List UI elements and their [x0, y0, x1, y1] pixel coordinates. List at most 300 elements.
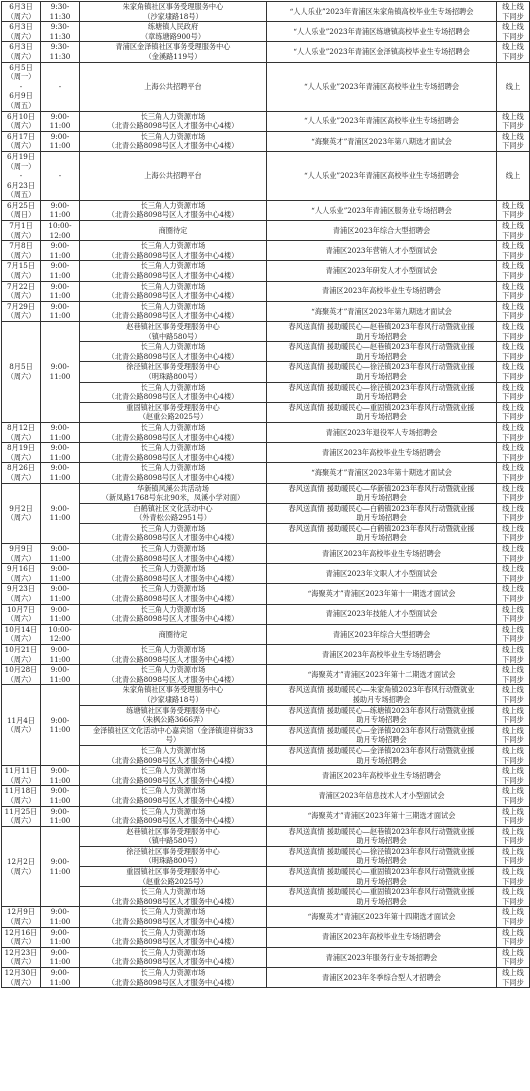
- cell-text-line: 9月9日: [9, 544, 33, 554]
- cell-text-line: （北青公路8098号区人才服务中心4楼）: [107, 533, 239, 543]
- table-row: [2, 322, 530, 342]
- cell-text-line: （沙家埭路18号）: [143, 11, 203, 21]
- table-row: [2, 947, 530, 967]
- cell-text-line: 11:00: [49, 291, 71, 301]
- cell-text-line: 11:30: [49, 31, 71, 41]
- cell-text-line: 青浦区2023年高校毕业生专场招聘会: [322, 649, 441, 659]
- cell-text-line: -: [19, 171, 23, 181]
- date-cell: [2, 62, 41, 111]
- venue-cell: [80, 907, 267, 927]
- venue-cell: [80, 887, 267, 907]
- cell-text-line: （北青公路8098号区人才服务中心4楼）: [107, 452, 239, 462]
- cell-text-line: 11:00: [49, 553, 71, 563]
- cell-text-line: 青浦区2023年高校毕业生专场招聘会: [322, 932, 441, 942]
- venue-cell: [80, 342, 267, 362]
- activity-cell: [267, 382, 497, 402]
- cell-text-line: 春风送真情 援助暖民心—金泽镇2023年春风行动暨就业援: [288, 725, 475, 735]
- cell-text-line: 6月10日: [6, 111, 36, 121]
- mode-cell: [497, 22, 530, 42]
- cell-text-line: 青浦区2023年综合大型招聘会: [332, 225, 431, 235]
- cell-text-line: 10月14日: [4, 624, 38, 634]
- venue-cell: [80, 867, 267, 887]
- cell-text-line: 金泽镇社区文化活动中心嘉宾馆（金泽镇迎祥街33: [92, 725, 254, 735]
- venue-cell: [80, 402, 267, 422]
- cell-text-line: （北青公路8098号区人才服务中心4楼）: [107, 674, 239, 684]
- table-row: [2, 241, 530, 261]
- cell-text-line: 线上线: [502, 887, 524, 897]
- table-row: [2, 786, 530, 806]
- cell-text-line: 青浦区2023年高校毕业生专场招聘会: [322, 548, 441, 558]
- cell-text-line: 青浦区2023年文职人才小型面试会: [325, 569, 438, 579]
- cell-text-line: 9:00-: [50, 947, 70, 957]
- cell-text-line: 下同步: [502, 452, 524, 462]
- cell-text-line: 下同步: [502, 432, 524, 442]
- activity-cell: [267, 645, 497, 665]
- time-cell: [41, 968, 80, 988]
- cell-text-line: 线上线: [502, 111, 524, 121]
- activity-cell: [267, 422, 497, 442]
- cell-text-line: “海聚英才”青浦区2023年第十二期选才面试会: [307, 669, 456, 679]
- date-cell: [2, 241, 41, 261]
- mode-cell: [497, 281, 530, 301]
- mode-cell: [497, 402, 530, 422]
- mode-cell: [497, 786, 530, 806]
- date-cell: [2, 422, 41, 442]
- cell-text-line: 下同步: [502, 250, 524, 260]
- date-cell: [2, 685, 41, 766]
- table-row: [2, 111, 530, 131]
- mode-cell: [497, 604, 530, 624]
- venue-cell: [80, 443, 267, 463]
- cell-text-line: （周六）: [6, 230, 36, 240]
- mode-cell: [497, 685, 530, 705]
- activity-cell: [267, 111, 497, 131]
- cell-text-line: 11:00: [49, 121, 71, 131]
- cell-text-line: 9:00-: [50, 503, 70, 513]
- mode-cell: [497, 382, 530, 402]
- date-cell: [2, 2, 41, 22]
- cell-text-line: 助月专场招聘会: [356, 392, 407, 402]
- cell-text-line: （北青公路8098号区人才服务中心4楼）: [107, 351, 239, 361]
- cell-text-line: 11月25日: [4, 806, 38, 816]
- cell-text-line: 线上线: [502, 503, 524, 513]
- venue-cell: [80, 483, 267, 503]
- cell-text-line: 长三角人力资源市场: [140, 806, 206, 816]
- cell-text-line: （周六）: [6, 553, 36, 563]
- table-row: [2, 665, 530, 685]
- cell-text-line: “海聚英才”青浦区2023年第十四期选才面试会: [307, 912, 456, 922]
- cell-text-line: （周六）: [6, 432, 36, 442]
- activity-cell: [267, 241, 497, 261]
- cell-text-line: 重固镇社区事务受理服务中心: [126, 402, 220, 412]
- table-row: [2, 685, 530, 705]
- table-row: [2, 2, 530, 22]
- cell-text-line: 下同步: [502, 351, 524, 361]
- cell-text-line: 长三角人力资源市场: [140, 443, 206, 453]
- cell-text-line: 春风送真情 援助暖民心—金泽镇2023年春风行动暨就业援: [288, 745, 475, 755]
- cell-text-line: 线上线: [502, 422, 524, 432]
- cell-text-line: 6月19日: [6, 151, 36, 161]
- cell-text-line: 下同步: [502, 533, 524, 543]
- cell-text-line: 青浦区2023年高校毕业生专场招聘会: [322, 770, 441, 780]
- cell-text-line: 长三角人力资源市场: [140, 887, 206, 897]
- date-cell: [2, 665, 41, 685]
- cell-text-line: （周六）: [6, 816, 36, 826]
- date-cell: [2, 200, 41, 220]
- cell-text-line: 春风送真情 援助暖民心—重固镇2023年春风行动暨就业援: [288, 867, 475, 877]
- activity-cell: [267, 826, 497, 846]
- cell-text-line: 华新镇风溪公共活动场: [137, 483, 209, 493]
- table-row: [2, 463, 530, 483]
- cell-text-line: 线上线: [502, 241, 524, 251]
- cell-text-line: 线上线: [502, 221, 524, 231]
- cell-text-line: 助月专场招聘会: [356, 412, 407, 422]
- cell-text-line: 长三角人力资源市场: [140, 745, 206, 755]
- mode-cell: [497, 947, 530, 967]
- cell-text-line: 线上线: [502, 766, 524, 776]
- cell-text-line: 线上线: [502, 947, 524, 957]
- time-cell: [41, 604, 80, 624]
- venue-cell: [80, 200, 267, 220]
- cell-text-line: 助月专场招聘会: [356, 876, 407, 886]
- mode-cell: [497, 221, 530, 241]
- cell-text-line: 9:00-: [50, 604, 70, 614]
- mode-cell: [497, 927, 530, 947]
- mode-cell: [497, 665, 530, 685]
- mode-cell: [497, 42, 530, 62]
- cell-text-line: 长三角人力资源市场: [140, 544, 206, 554]
- mode-cell: [497, 846, 530, 866]
- cell-text-line: 线上线: [502, 604, 524, 614]
- venue-cell: [80, 947, 267, 967]
- cell-text-line: 下同步: [502, 573, 524, 583]
- table-row: [2, 927, 530, 947]
- cell-text-line: 青浦区金泽镇社区事务受理服务中心: [115, 42, 231, 52]
- table-row: [2, 624, 530, 644]
- cell-text-line: 线上线: [502, 685, 524, 695]
- cell-text-line: 线上线: [502, 705, 524, 715]
- cell-text-line: 11:00: [49, 573, 71, 583]
- cell-text-line: 9:00-: [50, 281, 70, 291]
- cell-text-line: 助月专场招聘会: [356, 513, 407, 523]
- cell-text-line: （北青公路8098号区人才服务中心4楼）: [107, 432, 239, 442]
- venue-cell: [80, 705, 267, 725]
- activity-cell: [267, 483, 497, 503]
- time-cell: [41, 806, 80, 826]
- cell-text-line: （周六）: [6, 291, 36, 301]
- cell-text-line: 下同步: [502, 513, 524, 523]
- cell-text-line: 春风送真情 援助暖民心—赵巷镇2023年春风行动暨就业援: [288, 826, 475, 836]
- table-row: [2, 151, 530, 200]
- cell-text-line: 下同步: [502, 472, 524, 482]
- cell-text-line: 7月1日: [9, 221, 33, 231]
- cell-text-line: （周六）: [6, 634, 36, 644]
- date-cell: [2, 604, 41, 624]
- cell-text-line: （周一）: [6, 161, 36, 171]
- cell-text-line: 青浦区2023年技能人才小型面试会: [325, 609, 438, 619]
- date-cell: [2, 584, 41, 604]
- cell-text-line: 9月23日: [6, 584, 36, 594]
- schedule-table: [1, 1, 530, 988]
- cell-text-line: 10月28日: [4, 665, 38, 675]
- cell-text-line: 长三角人力资源市场: [140, 342, 206, 352]
- table-row: [2, 221, 530, 241]
- cell-text-line: 9:00-: [50, 665, 70, 675]
- table-row: [2, 483, 530, 503]
- activity-cell: [267, 887, 497, 907]
- cell-text-line: 线上线: [502, 200, 524, 210]
- cell-text-line: 12:00: [49, 634, 71, 644]
- date-cell: [2, 927, 41, 947]
- activity-cell: [267, 342, 497, 362]
- cell-text-line: 练塘镇人民政府: [147, 22, 199, 32]
- table-row: [2, 826, 530, 846]
- time-cell: [41, 241, 80, 261]
- cell-text-line: 10:00-: [48, 624, 72, 634]
- cell-text-line: 下同步: [502, 230, 524, 240]
- date-cell: [2, 826, 41, 907]
- mode-cell: [497, 645, 530, 665]
- venue-cell: [80, 111, 267, 131]
- venue-cell: [80, 604, 267, 624]
- time-cell: [41, 766, 80, 786]
- mode-cell: [497, 624, 530, 644]
- cell-text-line: 练塘镇社区事务受理服务中心: [126, 705, 220, 715]
- cell-text-line: “海聚英才”青浦区2023年第八期选才面试会: [311, 136, 452, 146]
- cell-text-line: 线上线: [502, 402, 524, 412]
- cell-text-line: 11:00: [49, 141, 71, 151]
- cell-text-line: 9:30-: [50, 42, 70, 52]
- date-cell: [2, 301, 41, 321]
- venue-cell: [80, 968, 267, 988]
- cell-text-line: （北青公路8098号区人才服务中心4楼）: [107, 311, 239, 321]
- cell-text-line: “海聚英才”青浦区2023年第十一期选才面试会: [307, 589, 456, 599]
- cell-text-line: 春风送真情 援助暖民心—赵巷镇2023年春风行动暨就业援: [288, 342, 475, 352]
- cell-text-line: 线上线: [502, 544, 524, 554]
- mode-cell: [497, 745, 530, 765]
- cell-text-line: 下同步: [502, 141, 524, 151]
- table-row: [2, 422, 530, 442]
- cell-text-line: 线上线: [502, 645, 524, 654]
- mode-cell: [497, 342, 530, 362]
- time-cell: [41, 786, 80, 806]
- mode-cell: [497, 766, 530, 786]
- cell-text-line: 11:00: [49, 210, 71, 220]
- cell-text-line: 长三角人力资源市场: [140, 947, 206, 957]
- cell-text-line: 9:00-: [50, 564, 70, 574]
- cell-text-line: 下同步: [502, 371, 524, 381]
- mode-cell: [497, 463, 530, 483]
- cell-text-line: 长三角人力资源市场: [140, 281, 206, 291]
- venue-cell: [80, 503, 267, 523]
- cell-text-line: 助月专场招聘会: [356, 493, 407, 503]
- activity-cell: [267, 665, 497, 685]
- cell-text-line: 下同步: [502, 674, 524, 684]
- mode-cell: [497, 111, 530, 131]
- cell-text-line: “人人乐业”2023年青浦区金泽镇高校毕业生专场招聘会: [293, 47, 470, 57]
- cell-text-line: 6月23日: [6, 180, 36, 190]
- cell-text-line: 下同步: [502, 121, 524, 131]
- cell-text-line: 长三角人力资源市场: [140, 584, 206, 594]
- venue-cell: [80, 564, 267, 584]
- venue-cell: [80, 786, 267, 806]
- venue-cell: [80, 322, 267, 342]
- cell-text-line: -: [58, 171, 62, 181]
- cell-text-line: 下同步: [502, 553, 524, 563]
- cell-text-line: 9:00-: [50, 584, 70, 594]
- cell-text-line: “人人乐业”2023年青浦区朱家角镇高校毕业生专场招聘会: [289, 6, 474, 16]
- cell-text-line: 春风送真情 援助暖民心—朱家角镇2023年春风行动暨就业: [288, 685, 475, 695]
- cell-text-line: 春风送真情 援助暖民心—华新镇2023年春风行动暨就业援: [288, 483, 475, 493]
- cell-text-line: 重固镇社区事务受理服务中心: [126, 867, 220, 877]
- venue-cell: [80, 665, 267, 685]
- cell-text-line: （周六）: [6, 674, 36, 684]
- cell-text-line: （周六）: [6, 937, 36, 947]
- cell-text-line: 线上线: [502, 564, 524, 574]
- cell-text-line: （北青公路8098号区人才服务中心4楼）: [107, 121, 239, 131]
- cell-text-line: （周六）: [6, 311, 36, 321]
- venue-cell: [80, 131, 267, 151]
- cell-text-line: 9:00-: [50, 786, 70, 796]
- cell-text-line: 下同步: [502, 271, 524, 281]
- venue-cell: [80, 22, 267, 42]
- mode-cell: [497, 725, 530, 745]
- cell-text-line: （周六）: [6, 513, 36, 523]
- venue-cell: [80, 927, 267, 947]
- time-cell: [41, 584, 80, 604]
- mode-cell: [497, 523, 530, 543]
- cell-text-line: （北青公路8098号区人才服务中心4楼）: [107, 977, 239, 987]
- cell-text-line: （周六）: [6, 141, 36, 151]
- table-row: [2, 907, 530, 927]
- cell-text-line: 9:00-: [50, 111, 70, 121]
- table-row: [2, 131, 530, 151]
- venue-cell: [80, 806, 267, 826]
- cell-text-line: （赵重公路2025号）: [138, 412, 208, 422]
- cell-text-line: 10月21日: [4, 645, 38, 654]
- time-cell: [41, 2, 80, 22]
- time-cell: [41, 111, 80, 131]
- cell-text-line: （周六）: [6, 654, 36, 664]
- cell-text-line: 助月专场招聘会: [356, 533, 407, 543]
- date-cell: [2, 221, 41, 241]
- date-cell: [2, 281, 41, 301]
- cell-text-line: （周六）: [6, 977, 36, 987]
- cell-text-line: （北青公路8098号区人才服务中心4楼）: [107, 957, 239, 967]
- venue-cell: [80, 685, 267, 705]
- cell-text-line: 11:00: [49, 866, 71, 876]
- cell-text-line: 助月专场招聘会: [356, 715, 407, 725]
- time-cell: [41, 322, 80, 423]
- cell-text-line: “人人乐业”2023年青浦区服务业专场招聘会: [311, 205, 452, 215]
- cell-text-line: “人人乐业”2023年青浦区高校毕业生专场招聘会: [303, 116, 460, 126]
- date-cell: [2, 806, 41, 826]
- cell-text-line: （周六）: [6, 472, 36, 482]
- schedule-table-body: [2, 2, 530, 988]
- cell-text-line: 线上线: [502, 907, 524, 917]
- cell-text-line: 青浦区2023年服务行业专场招聘会: [325, 952, 438, 962]
- table-row: [2, 705, 530, 725]
- cell-text-line: （周五）: [6, 100, 36, 110]
- cell-text-line: 线上线: [502, 846, 524, 856]
- date-cell: [2, 22, 41, 42]
- cell-text-line: 11:00: [49, 957, 71, 967]
- table-row: [2, 503, 530, 523]
- date-cell: [2, 42, 41, 62]
- venue-cell: [80, 62, 267, 111]
- cell-text-line: 线上线: [502, 826, 524, 836]
- cell-text-line: 赵巷镇社区事务受理服务中心: [126, 322, 220, 331]
- cell-text-line: 长三角人力资源市场: [140, 564, 206, 574]
- cell-text-line: （北青公路8098号区人才服务中心4楼）: [107, 141, 239, 151]
- cell-text-line: 6月3日: [9, 42, 33, 52]
- mode-cell: [497, 362, 530, 382]
- cell-text-line: “海聚英才”青浦区2023年第十期选才面试会: [311, 468, 452, 478]
- cell-text-line: （周日）: [6, 210, 36, 220]
- activity-cell: [267, 544, 497, 564]
- mode-cell: [497, 564, 530, 584]
- date-cell: [2, 322, 41, 423]
- cell-text-line: （北青公路8098号区人才服务中心4楼）: [107, 553, 239, 563]
- activity-cell: [267, 22, 497, 42]
- cell-text-line: 11:30: [49, 11, 71, 21]
- cell-text-line: （北青公路8098号区人才服务中心4楼）: [107, 795, 239, 805]
- venue-cell: [80, 261, 267, 281]
- time-cell: [41, 463, 80, 483]
- cell-text-line: 9:30-: [50, 2, 70, 11]
- cell-text-line: 9:00-: [50, 806, 70, 816]
- cell-text-line: 下同步: [502, 836, 524, 846]
- cell-text-line: 号）: [165, 735, 181, 745]
- cell-text-line: 9:00-: [50, 715, 70, 725]
- table-row: [2, 342, 530, 362]
- cell-text-line: 长三角人力资源市场: [140, 200, 206, 210]
- date-cell: [2, 443, 41, 463]
- cell-text-line: 9月16日: [6, 564, 36, 574]
- cell-text-line: 上海公共招聘平台: [144, 81, 202, 91]
- cell-text-line: 长三角人力资源市场: [140, 645, 206, 654]
- cell-text-line: （明珠路800号）: [144, 856, 202, 866]
- activity-cell: [267, 523, 497, 543]
- cell-text-line: 11月4日: [6, 715, 36, 725]
- venue-cell: [80, 584, 267, 604]
- cell-text-line: 线上: [505, 81, 521, 91]
- cell-text-line: （镇中路580号）: [144, 331, 202, 341]
- time-cell: [41, 544, 80, 564]
- venue-cell: [80, 241, 267, 261]
- cell-text-line: （周一）: [6, 72, 36, 82]
- cell-text-line: 下同步: [502, 876, 524, 886]
- cell-text-line: 10:00-: [48, 221, 72, 231]
- cell-text-line: 11:00: [49, 513, 71, 523]
- cell-text-line: 春风送真情 援助暖民心—重固镇2023年春风行动暨就业援: [288, 402, 475, 412]
- cell-text-line: 下同步: [502, 51, 524, 61]
- mode-cell: [497, 907, 530, 927]
- mode-cell: [497, 422, 530, 442]
- mode-cell: [497, 887, 530, 907]
- cell-text-line: （沙家埭路18号）: [143, 694, 203, 704]
- cell-text-line: 下同步: [502, 31, 524, 41]
- cell-text-line: （北青公路8098号区人才服务中心4楼）: [107, 816, 239, 826]
- time-cell: [41, 221, 80, 241]
- cell-text-line: 线上线: [502, 362, 524, 372]
- cell-text-line: 青浦区2023年高校毕业生专场招聘会: [322, 447, 441, 457]
- table-row: [2, 382, 530, 402]
- cell-text-line: （赵重公路2025号）: [138, 876, 208, 886]
- cell-text-line: 9:00-: [50, 766, 70, 776]
- time-cell: [41, 685, 80, 766]
- cell-text-line: “海聚英才”青浦区2023年第九期选才面试会: [311, 306, 452, 316]
